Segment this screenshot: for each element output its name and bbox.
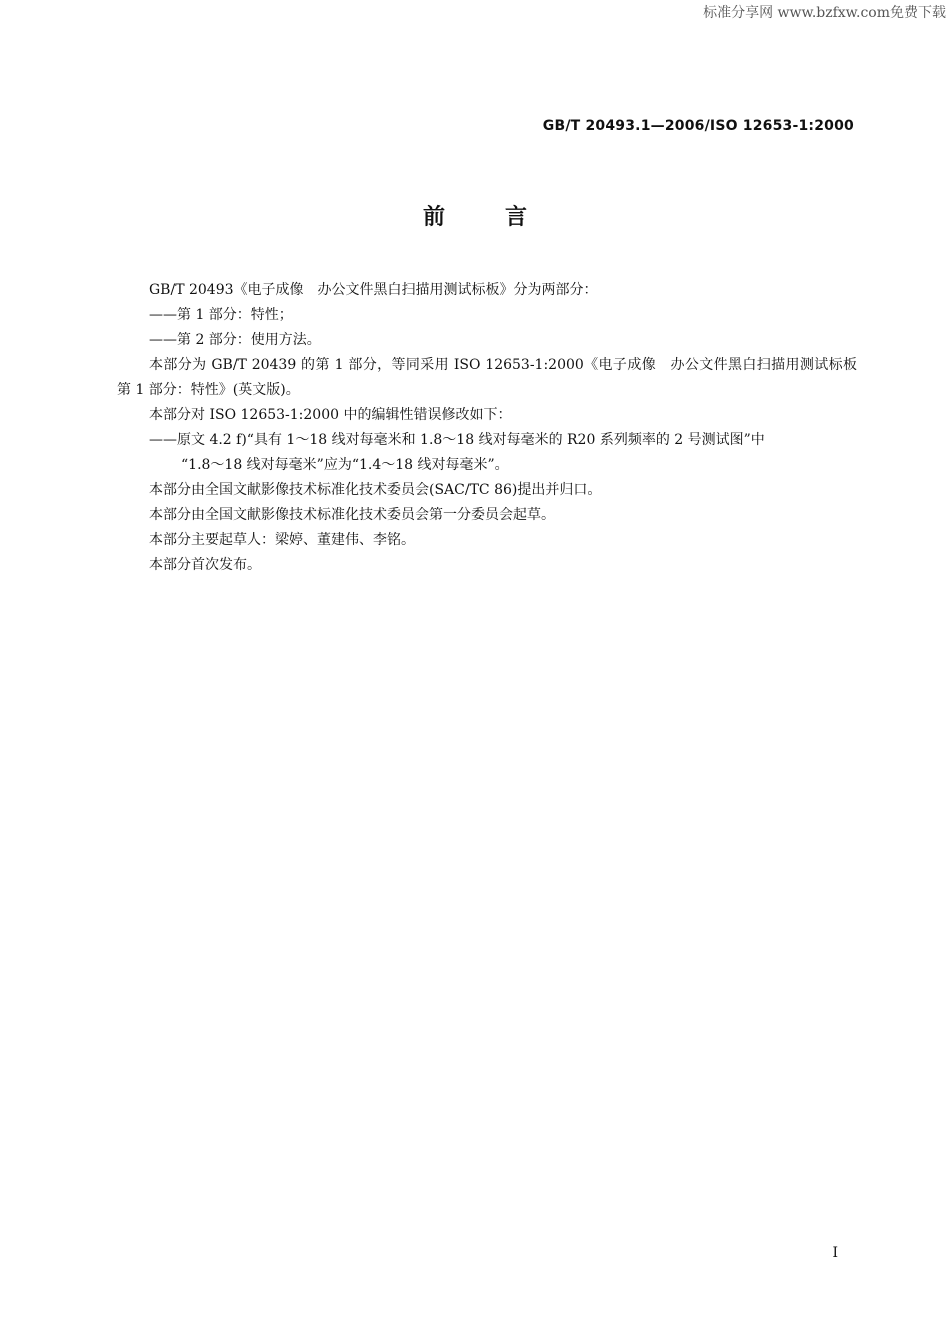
page-number: I: [832, 1245, 838, 1261]
paragraph-proposed-by: 本部分由全国文献影像技术标准化技术委员会(SAC/TC 86)提出并归口。: [149, 482, 602, 498]
paragraph-parts-intro: GB/T 20493《电子成像 办公文件黑白扫描用测试标板》分为两部分：: [149, 282, 598, 298]
list-item-part-2: ——第 2 部分：使用方法。: [149, 332, 321, 348]
list-item-part-1: ——第 1 部分：特性；: [149, 307, 293, 323]
watermark: 标准分享网 www.bzfxw.com免费下载: [703, 5, 946, 21]
page-title: 前言: [422, 205, 587, 230]
paragraph-first-issue: 本部分首次发布。: [149, 557, 261, 573]
paragraph-errata-intro: 本部分对 ISO 12653-1:2000 中的编辑性错误修改如下：: [149, 407, 512, 423]
paragraph-equivalence: 本部分为 GB/T 20439 的第 1 部分，等同采用 ISO 12653-1:2000《电子成像 办公文件黑白扫描用测试标板 第 1 部分：特性》(英文版)。: [117, 357, 871, 398]
paragraph-drafters: 本部分主要起草人：梁婷、董建伟、李铭。: [149, 532, 415, 548]
list-item-errata-continued: “1.8～18 线对每毫米”应为“1.4～18 线对每毫米”。: [181, 457, 509, 473]
paragraph-drafted-by: 本部分由全国文献影像技术标准化技术委员会第一分委员会起草。: [149, 507, 555, 523]
standard-code: GB/T 20493.1—2006/ISO 12653-1:2000: [542, 118, 854, 134]
list-item-errata: ——原文 4.2 f)“具有 1～18 线对每毫米和 1.8～18 线对每毫米的 R20 系列频率的 2 号测试图”中: [149, 432, 765, 448]
foreword-body: [117, 278, 871, 578]
